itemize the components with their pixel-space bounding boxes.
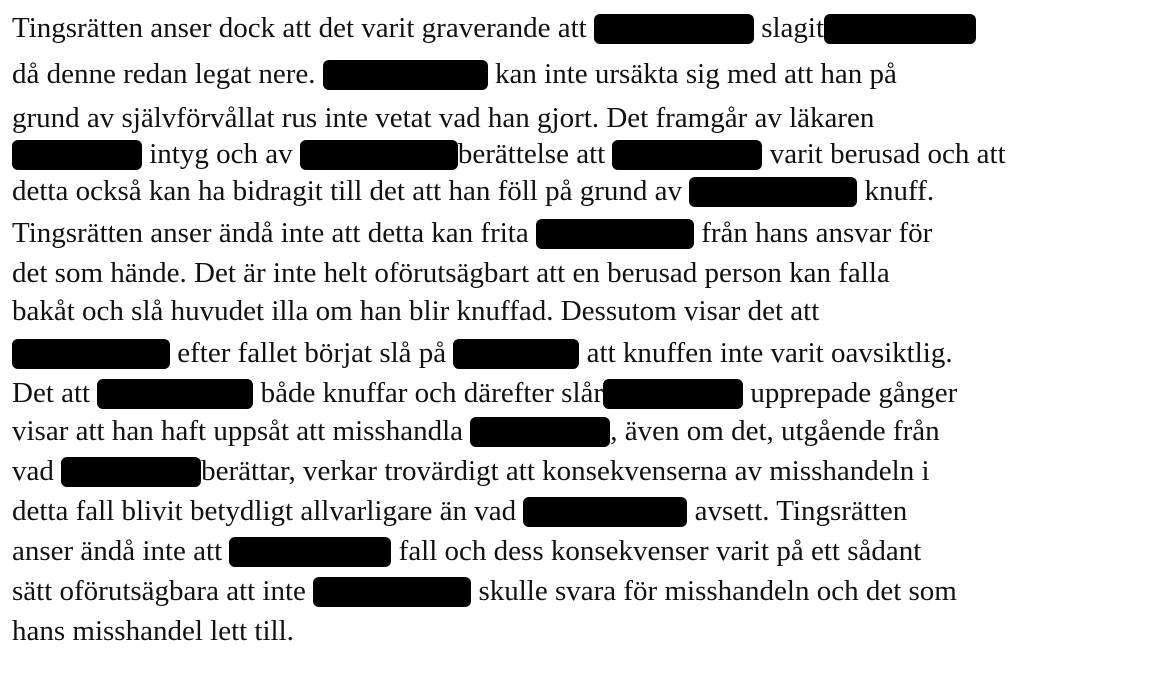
redaction-box [603,379,743,409]
text-segment: från hans ansvar för [693,217,933,249]
text-segment: avsett. Tingsrätten [687,495,908,527]
text-segment: det som hände. Det är inte helt oförutsägbart att en berusad person kan falla [12,257,890,289]
text-line [12,335,953,371]
text-segment: hans misshandel lett till. [12,615,294,647]
text-line [12,215,932,251]
redaction-box [824,14,976,44]
text-segment: både knuffar och därefter slår [253,377,604,409]
text-segment: upprepade gånger [743,377,958,409]
text-line [12,136,1006,172]
redaction-box [12,140,142,170]
text-line [12,10,976,46]
redaction-box [536,219,694,249]
text-segment: berättar, verkar trovärdigt att konsekvenserna av misshandeln i [201,455,930,487]
text-line [12,375,957,411]
redaction-box [313,577,471,607]
text-line [12,613,294,649]
text-segment: anser ändå inte att [12,535,230,567]
text-line [12,573,957,609]
redaction-box [453,339,579,369]
text-line [12,255,890,291]
redaction-box [594,14,754,44]
text-segment: efter fallet börjat slå på [170,337,454,369]
text-segment: detta fall blivit betydligt allvarligare än vad [12,495,524,527]
redaction-box [323,60,488,90]
text-line [12,293,819,329]
text-segment: att knuffen inte varit oavsiktlig. [579,337,953,369]
redaction-box [300,140,458,170]
text-segment: då denne redan legat nere. [12,58,323,90]
redaction-box [470,417,610,447]
text-line [12,100,874,136]
text-line [12,533,921,569]
redaction-box [12,339,170,369]
text-segment: sätt oförutsägbara att inte [12,575,314,607]
text-segment: detta också kan ha bidragit till det att han föll på grund av [12,175,690,207]
text-segment: , även om det, utgående från [610,415,940,447]
text-line [12,56,897,92]
redaction-box [612,140,762,170]
redaction-box [61,457,201,487]
text-segment: Tingsrätten anser ändå inte att detta kan frita [12,217,536,249]
text-segment: fall och dess konsekvenser varit på ett sådant [391,535,922,567]
text-line [12,493,907,529]
text-segment: kan inte ursäkta sig med att han på [487,58,897,90]
text-segment: slagit [753,12,825,44]
text-segment: grund av självförvållat rus inte vetat vad han gjort. Det framgår av läkaren [12,102,875,134]
redaction-box [229,537,391,567]
text-segment: Det att [12,377,98,409]
text-line [12,453,930,489]
redaction-box [97,379,253,409]
redaction-box [689,177,857,207]
text-segment: vad [12,455,62,487]
text-segment: intyg och av [142,138,300,170]
text-line [12,413,940,449]
text-segment: bakåt och slå huvudet illa om han blir knuffad. Dessutom visar det att [12,295,820,327]
text-line [12,173,934,209]
text-segment: Tingsrätten anser dock att det varit graverande att [12,12,594,44]
text-segment: visar att han haft uppsåt att misshandla [12,415,471,447]
text-segment: skulle svara för misshandeln och det som [471,575,957,607]
text-segment: knuff. [857,175,935,207]
redaction-box [523,497,687,527]
text-segment: varit berusad och att [762,138,1006,170]
text-segment: berättelse att [457,138,613,170]
